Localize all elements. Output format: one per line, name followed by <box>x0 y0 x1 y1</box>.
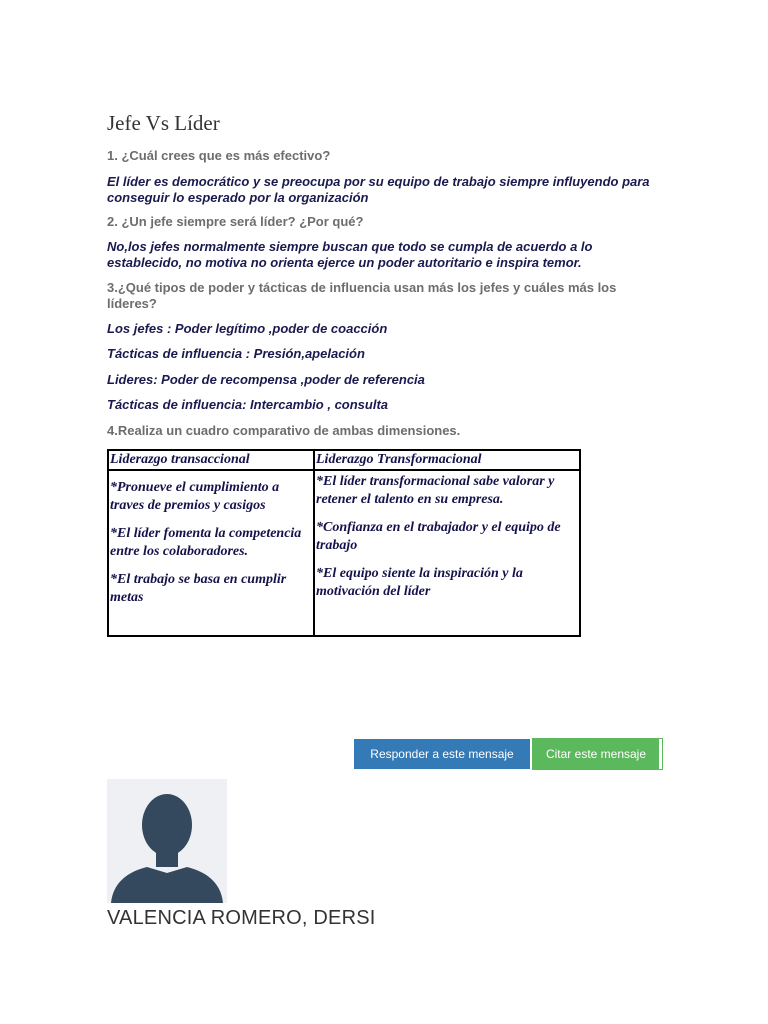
answer-3-line-2: Tácticas de influencia : Presión,apelación <box>107 346 365 361</box>
table-item: *El líder fomenta la competencia entre los colaboradores. <box>110 526 302 559</box>
question-4: 4.Realiza un cuadro comparativo de ambas dimensiones. <box>107 423 461 438</box>
answer-3-line-4: Tácticas de influencia: Intercambio , consulta <box>107 397 389 412</box>
table-header-transaccional: Liderazgo transaccional <box>109 451 315 471</box>
table-item: *Pronueve el cumplimiento a traves de premios y casigos <box>110 480 280 513</box>
quote-button[interactable]: Citar este mensaje <box>533 739 662 769</box>
default-user-avatar-icon <box>107 779 227 903</box>
avatar <box>107 779 227 903</box>
table-item: *El equipo siente la inspiración y la motivación del líder <box>316 566 523 599</box>
table-cell-transaccional <box>109 471 315 635</box>
answer-2: No,los jefes normalmente siempre buscan que todo se cumpla de acuerdo a lo establecido, no motiva no orienta ejerce un poder autoritario e inspira temor. <box>107 239 593 270</box>
question-1: 1. ¿Cuál crees que es más efectivo? <box>107 148 331 163</box>
comparison-table <box>107 449 581 637</box>
table-item: *El líder transformacional sabe valorar y retener el talento en su empresa. <box>316 474 555 507</box>
question-3: 3.¿Qué tipos de poder y tácticas de influencia usan más los jefes y cuáles más los líderes? <box>107 280 617 311</box>
question-2: 2. ¿Un jefe siempre será líder? ¿Por qué? <box>107 214 364 229</box>
reply-button[interactable]: Responder a este mensaje <box>354 739 530 769</box>
table-header-transformacional: Liderazgo Transformacional <box>315 451 579 471</box>
table-cell-transformacional <box>315 471 579 635</box>
table-item: *Confianza en el trabajador y el equipo de trabajo <box>316 520 561 553</box>
author-name: VALENCIA ROMERO, DERSI <box>107 907 376 929</box>
answer-1: El líder es democrático y se preocupa por su equipo de trabajo siempre influyendo para conseguir lo esperado por la organización <box>107 174 650 205</box>
answer-3-line-1: Los jefes : Poder legítimo ,poder de coacción <box>107 321 388 336</box>
answer-3-line-3: Lideres: Poder de recompensa ,poder de referencia <box>107 372 425 387</box>
post-title: Jefe Vs Líder <box>107 111 220 135</box>
table-item: *El trabajo se basa en cumplir metas <box>110 572 287 605</box>
